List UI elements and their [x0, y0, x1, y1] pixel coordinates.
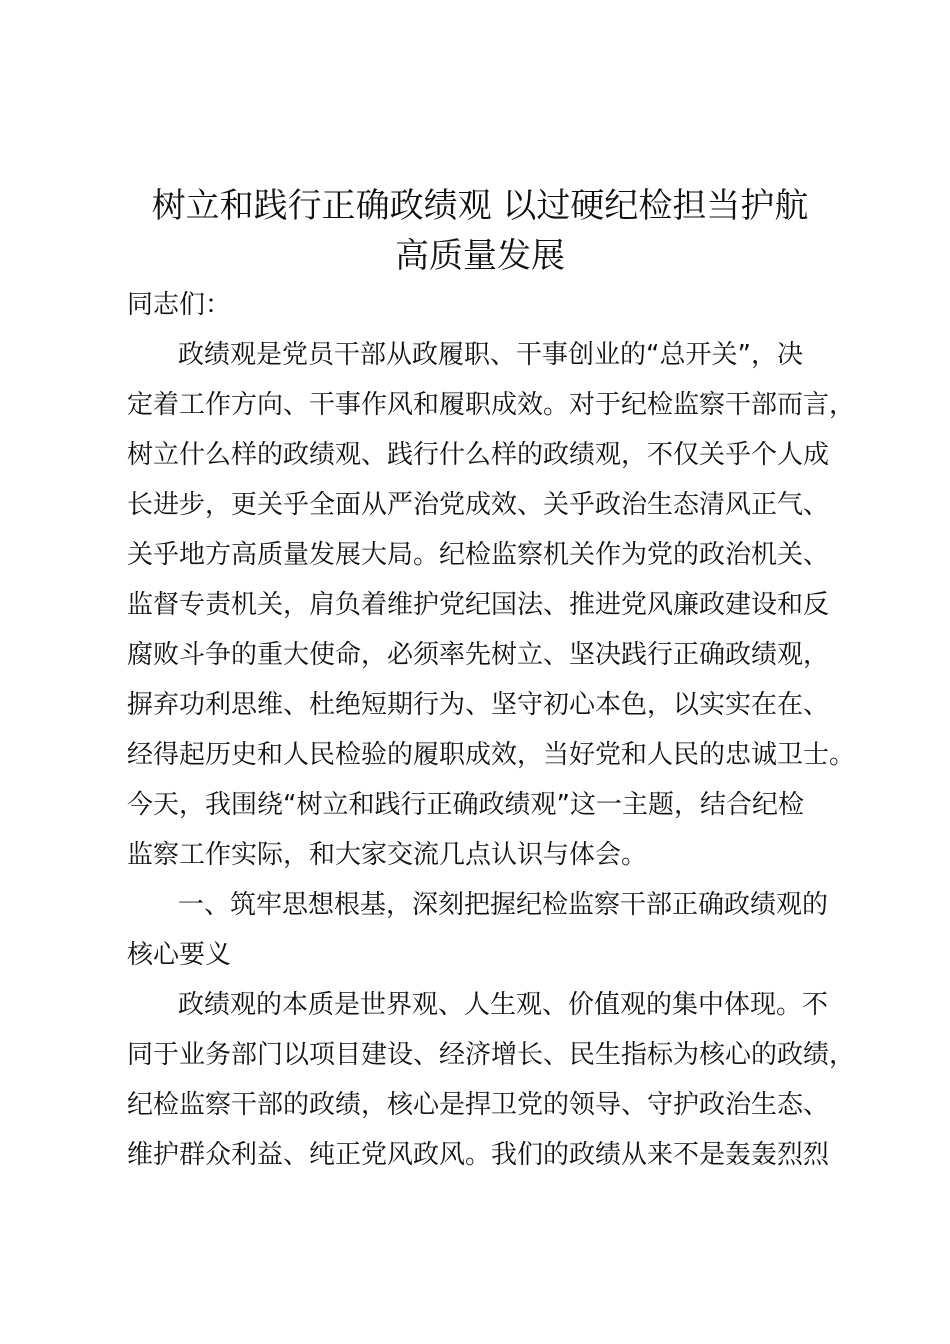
paragraph-1-line: 关乎地方高质量发展大局。纪检监察机关作为党的政治机关、	[127, 540, 830, 570]
paragraph-1-line: 监督专责机关，肩负着维护党纪国法、推进党风廉政建设和反	[127, 590, 830, 620]
paragraph-2-line: 纪检监察干部的政绩，核心是捍卫党的领导、守护政治生态、	[127, 1090, 830, 1120]
paragraph-1-line: 今天，我围绕“树立和践行正确政绩观”这一主题，结合纪检	[127, 790, 804, 820]
paragraph-1-line: 摒弃功利思维、杜绝短期行为、坚守初心本色，以实实在在、	[127, 690, 830, 720]
document-title-line-1: 树立和践行正确政绩观 以过硬纪检担当护航	[151, 186, 809, 226]
paragraph-1-line: 定着工作方向、干事作风和履职成效。对于纪检监察干部而言，	[127, 390, 856, 420]
paragraph-1-line: 经得起历史和人民检验的履职成效，当好党和人民的忠诚卫士。	[127, 740, 856, 770]
paragraph-1-line: 长进步，更关乎全面从严治党成效、关乎政治生态清风正气、	[127, 490, 830, 520]
paragraph-2-line: 政绩观的本质是世界观、人生观、价值观的集中体现。不	[178, 990, 829, 1020]
paragraph-2-line: 同于业务部门以项目建设、经济增长、民生指标为核心的政绩，	[127, 1040, 856, 1070]
salutation: 同志们：	[127, 290, 232, 320]
section-heading-line: 核心要义	[127, 940, 232, 970]
paragraph-1-line: 树立什么样的政绩观、践行什么样的政绩观，不仅关乎个人成	[127, 440, 830, 470]
paragraph-2-line: 维护群众利益、纯正党风政风。我们的政绩从来不是轰轰烈烈	[127, 1140, 830, 1170]
paragraph-1-line: 政绩观是党员干部从政履职、干事创业的“总开关”，决	[178, 340, 803, 370]
paragraph-1-line: 腐败斗争的重大使命，必须率先树立、坚决践行正确政绩观，	[127, 640, 830, 670]
paragraph-1-line: 监察工作实际，和大家交流几点认识与体会。	[127, 840, 648, 870]
section-heading-line: 一、筑牢思想根基，深刻把握纪检监察干部正确政绩观的	[178, 890, 829, 920]
document-title-line-2: 高质量发展	[395, 236, 565, 276]
